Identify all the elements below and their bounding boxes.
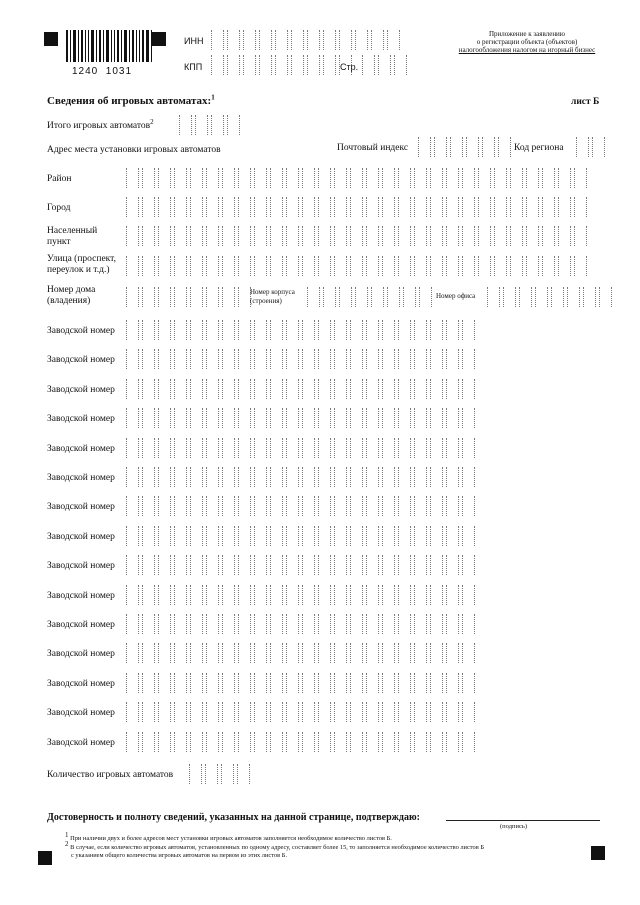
serial-number-label: Заводской номер: [47, 502, 115, 513]
city-label: Город: [47, 203, 71, 213]
total-machines-text: Итого игровых автоматов: [47, 121, 151, 131]
district-cells[interactable]: [126, 168, 587, 188]
bottom-left-marker: [38, 851, 52, 865]
settlement-cells[interactable]: [126, 226, 587, 246]
settlement-label: Населенный пункт: [47, 226, 98, 247]
footnote-1-mark: 1: [65, 831, 69, 839]
serial-number-cells[interactable]: [126, 467, 475, 487]
serial-number-label: Заводской номер: [47, 708, 115, 719]
serial-number-label: Заводской номер: [47, 620, 115, 630]
office-cells[interactable]: [487, 287, 612, 307]
serial-number-cells[interactable]: [126, 585, 475, 605]
district-label: Район: [47, 174, 72, 184]
building-cells[interactable]: [307, 287, 432, 307]
sheet-label: лист Б: [571, 97, 600, 107]
serial-number-label: Заводской номер: [47, 561, 115, 572]
footnote-2-continued: с указанием общего количества игровых автоматов на первом из этих листов Б.: [71, 852, 288, 859]
serial-number-label: Заводской номер: [47, 355, 115, 366]
page-label: Стр.: [340, 62, 359, 72]
office-label: Номер офиса: [436, 292, 476, 300]
appendix-line-3: налогообложения налогом на игорный бизнес: [458, 46, 596, 54]
serial-number-cells[interactable]: [126, 496, 475, 516]
total-machines-cells[interactable]: [179, 115, 240, 135]
top-left-marker: [44, 32, 58, 46]
section-title-note: 1: [211, 93, 215, 102]
footnote-2-mark: 2: [65, 840, 69, 848]
postal-code-label: Почтовый индекс: [337, 143, 409, 153]
footnote-1-text: При наличии двух и более адресов мест установки игровых автоматов заполняется необходимое количество листов Б.: [70, 835, 392, 843]
kpp-cells[interactable]: [211, 55, 352, 75]
street-label: Улица (проспект, переулок и т.д.): [47, 254, 116, 275]
bottom-right-marker: [591, 846, 605, 860]
serial-number-cells[interactable]: [126, 379, 475, 399]
region-code-label: Код региона: [514, 143, 564, 153]
footnote-2: [65, 840, 484, 852]
inn-label: ИНН: [184, 36, 204, 46]
signature-caption: (подпись): [500, 823, 527, 830]
machine-count-cells[interactable]: [189, 764, 250, 784]
top-mid-marker: [152, 32, 166, 46]
serial-number-label: Заводской номер: [47, 326, 115, 336]
serial-number-cells[interactable]: [126, 732, 475, 752]
region-code-cells[interactable]: [576, 137, 605, 157]
confirmation-text: Достоверность и полноту сведений, указанных на данной странице, подтверждаю:: [47, 812, 420, 823]
serial-number-label: Заводской номер: [47, 531, 115, 542]
postal-code-cells[interactable]: [418, 137, 511, 157]
barcode-number: 1240 1031: [72, 66, 133, 77]
serial-number-cells[interactable]: [126, 320, 475, 340]
appendix-line-2: о регистрации объекта (объектов): [476, 38, 578, 46]
address-label: Адрес места установки игровых автоматов: [47, 145, 221, 155]
machine-count-label: Количество игровых автоматов: [47, 770, 174, 780]
footnote-2-text-1: В случае, если количество игровых автоматов, установленных по одному адресу, составляет более 15, то заполняется необходимое количество листов Б: [70, 844, 484, 852]
appendix-line-1: Приложение к заявлению: [488, 30, 566, 38]
serial-number-label: Заводской номер: [47, 473, 115, 483]
serial-number-cells[interactable]: [126, 614, 475, 634]
page-cells[interactable]: [362, 55, 407, 75]
inn-cells[interactable]: [211, 30, 400, 50]
city-cells[interactable]: [126, 197, 587, 217]
kpp-label: КПП: [184, 62, 203, 72]
serial-number-cells[interactable]: [126, 408, 475, 428]
total-machines-label: [47, 117, 154, 132]
serial-number-cells[interactable]: [126, 438, 475, 458]
serial-number-cells[interactable]: [126, 526, 475, 546]
barcode: [66, 30, 154, 62]
house-cells[interactable]: [126, 287, 251, 307]
serial-number-label: Заводской номер: [47, 443, 115, 454]
appendix-caption: [452, 30, 602, 54]
total-machines-note: 2: [150, 117, 154, 126]
serial-number-label: Заводской номер: [47, 649, 115, 660]
building-label: Номер корпуса (строения): [250, 288, 295, 305]
serial-number-label: Заводской номер: [47, 414, 115, 425]
serial-number-cells[interactable]: [126, 702, 475, 722]
serial-number-cells[interactable]: [126, 673, 475, 693]
footnote-1: [65, 831, 392, 843]
serial-number-label: Заводской номер: [47, 384, 115, 395]
serial-number-label: Заводской номер: [47, 678, 115, 689]
house-label: Номер дома (владения): [47, 285, 96, 306]
section-title: [47, 93, 215, 107]
serial-number-cells[interactable]: [126, 555, 475, 575]
serial-number-label: Заводской номер: [47, 737, 115, 748]
serial-number-cells[interactable]: [126, 643, 475, 663]
signature-line[interactable]: [446, 820, 600, 821]
section-title-text: Сведения об игровых автоматах:: [47, 95, 212, 107]
street-cells[interactable]: [126, 256, 587, 276]
serial-number-cells[interactable]: [126, 349, 475, 369]
serial-number-label: Заводской номер: [47, 590, 115, 601]
